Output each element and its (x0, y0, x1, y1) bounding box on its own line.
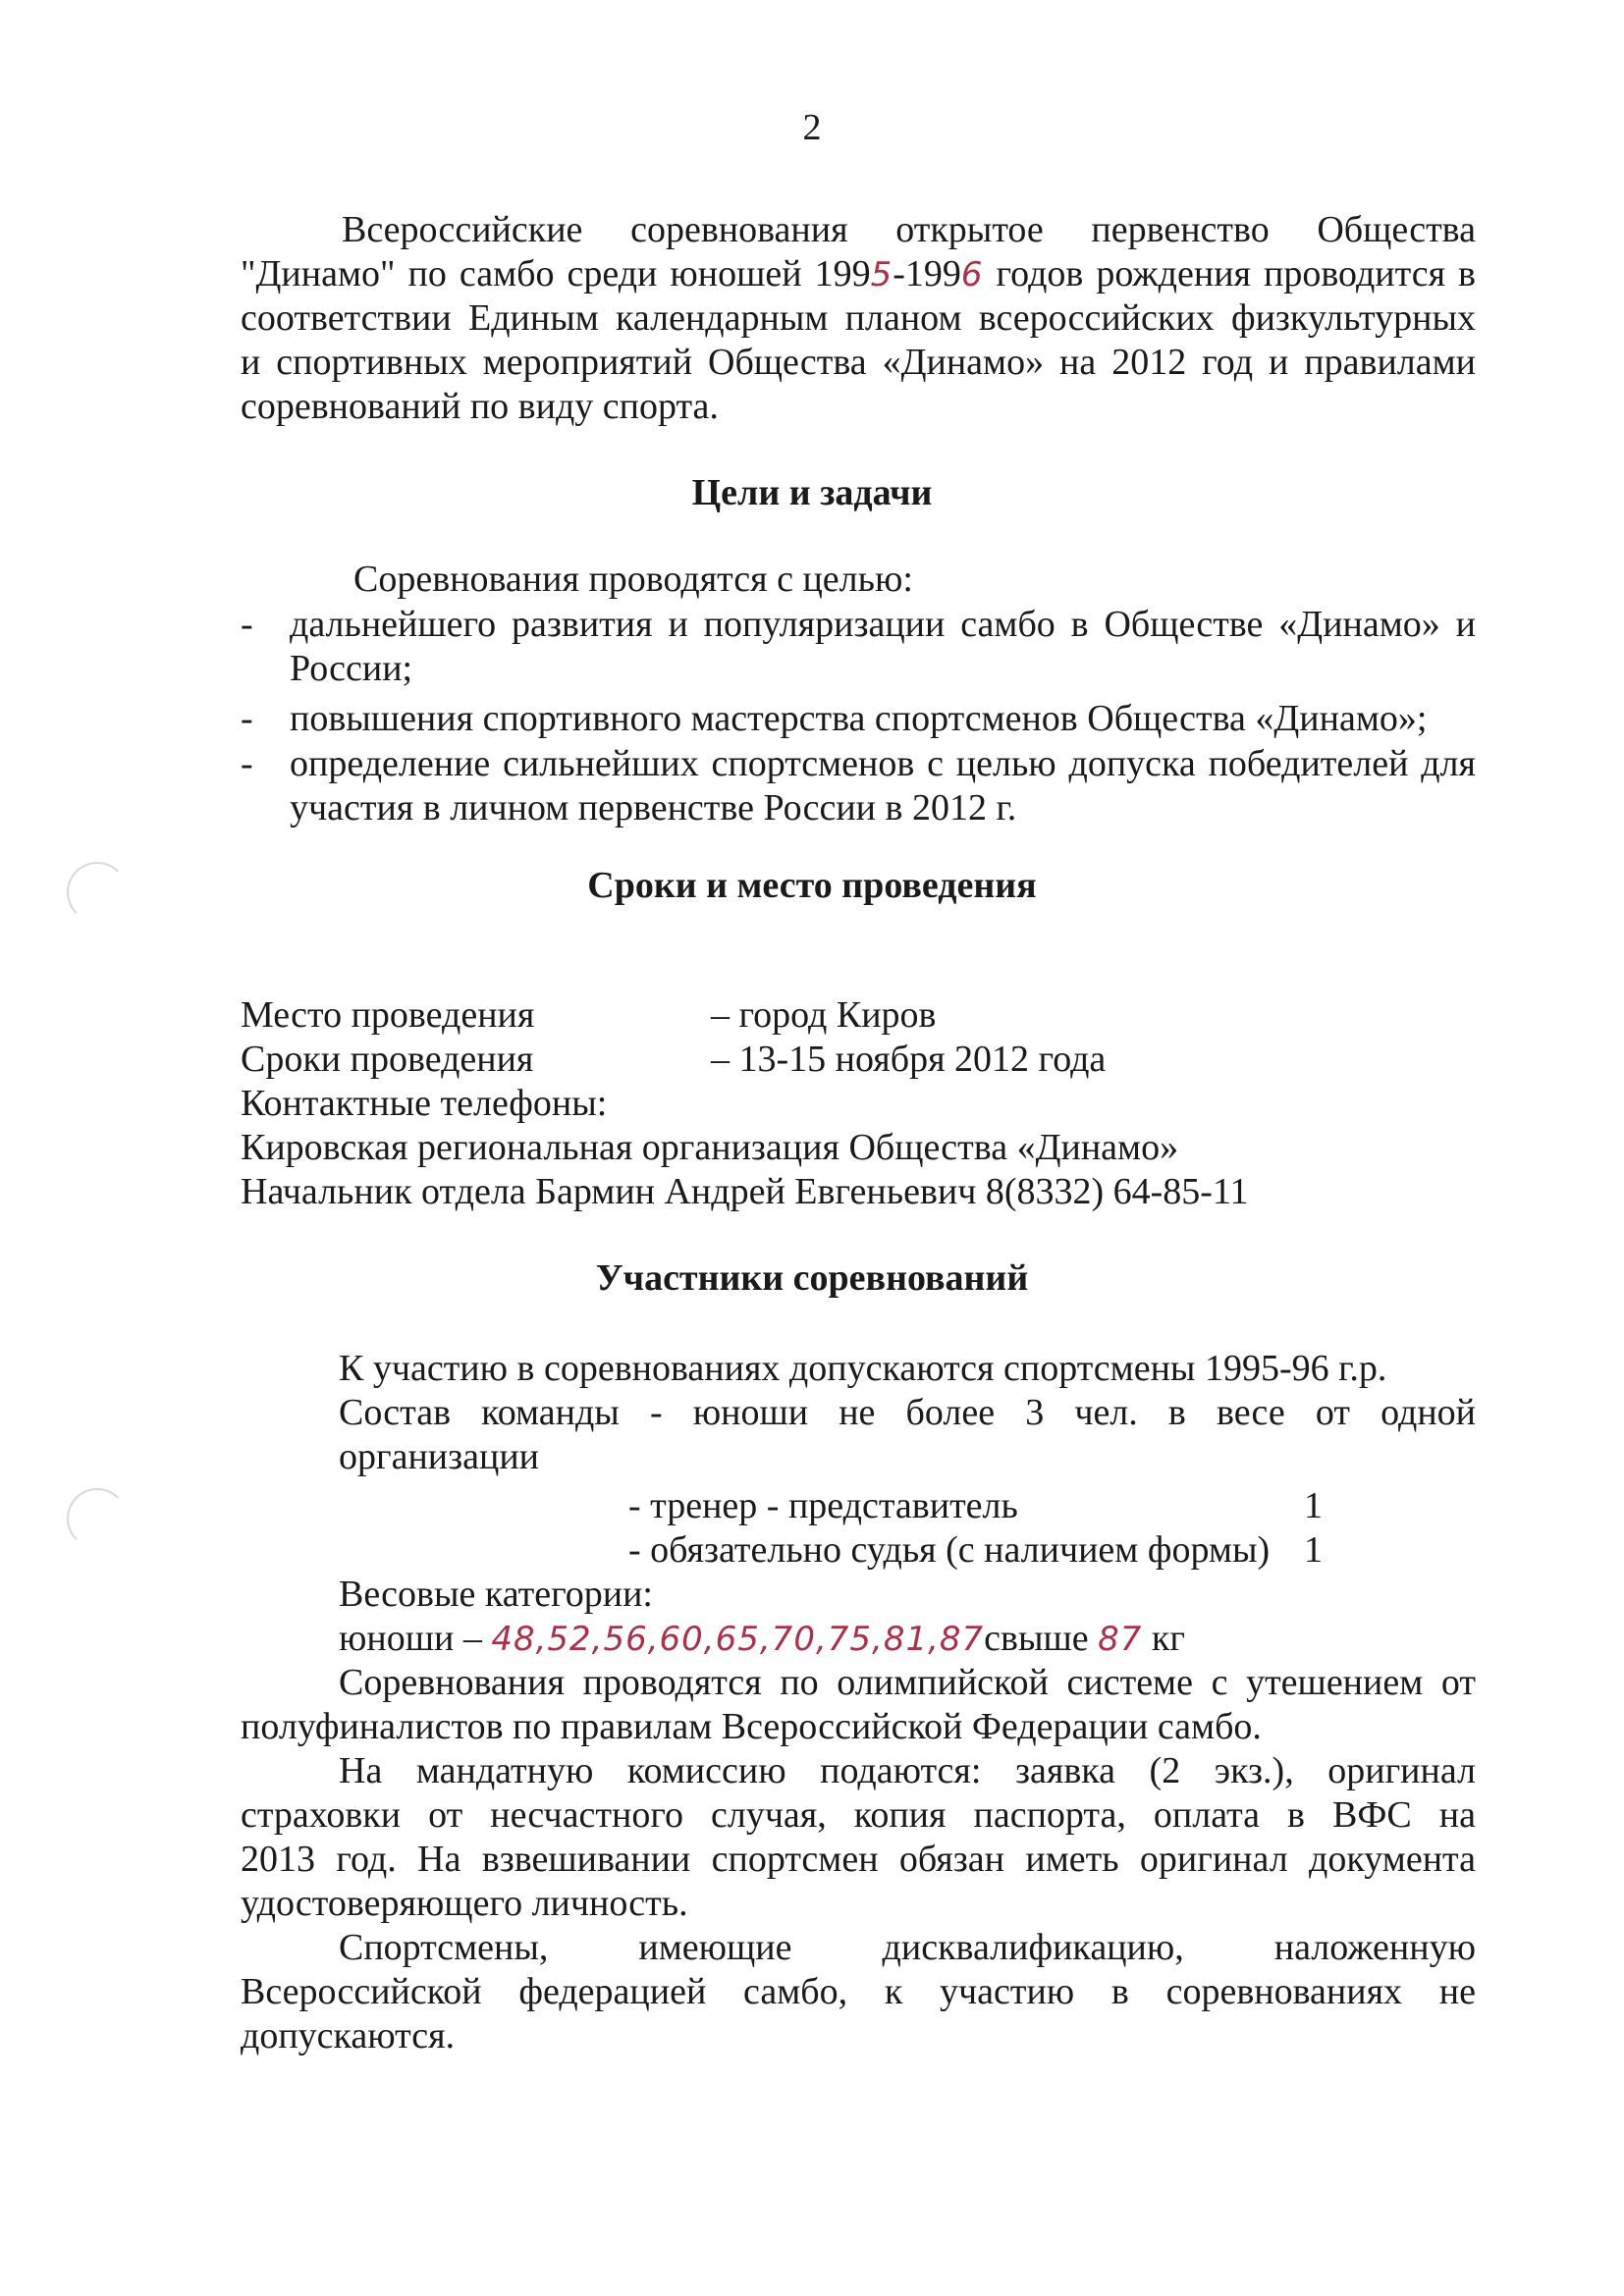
contact-person: Начальник отдела Бармин Андрей Евгеньевич 8(8332) 64-85-11 (241, 1171, 1249, 1212)
judge-line: - обязательно судья (с наличием формы) (628, 1529, 1271, 1571)
team-line-2: организации (339, 1436, 540, 1477)
system-line-2: полуфиналистов по правилам Всероссийской Федерации самбо. (241, 1706, 1262, 1747)
handwritten-weights: 48,52,56,60,65,70,75,81,87 (491, 1620, 985, 1659)
goals-lead: Соревнования проводятся с целью: (353, 559, 913, 600)
punch-hole-bottom (67, 1488, 128, 1549)
handwritten-year-start: 5 (870, 255, 893, 294)
dates-label: Сроки проведения (241, 1039, 534, 1080)
place-label: Место проведения (241, 994, 535, 1036)
team-line: Состав команды - юноши не более 3 чел. в весе от одной (339, 1392, 1476, 1433)
place-value: – город Киров (711, 994, 937, 1036)
phones-label: Контактные телефоны: (241, 1083, 608, 1124)
admitted-line: К участию в соревнованиях допускаются спортсмены 1995-96 г.р. (339, 1348, 1387, 1389)
dq-line-3: допускаются. (241, 2015, 456, 2056)
system-line-1: Соревнования проводятся по олимпийской системе с утешением от (339, 1662, 1476, 1703)
coach-count: 1 (1304, 1485, 1323, 1526)
intro-line-1: Всероссийские соревнования открытое первенство Общества (342, 209, 1476, 250)
weights-line: юноши – 48,52,56,60,65,70,75,81,87свыше 87 кг (339, 1618, 1185, 1659)
organization: Кировская региональная организация Общества «Динамо» (241, 1127, 1179, 1168)
goal-item: - определение сильнейших спортсменов с целью допуска победителей для участия в личном первенстве России в 2012 г. (241, 743, 1476, 828)
dq-line-1: Спортсмены, имеющие дисквалификацию, наложенную (339, 1927, 1476, 1968)
coach-line: - тренер - представитель (628, 1485, 1018, 1526)
goal-item: - повышения спортивного мастерства спортсменов Общества «Динамо»; (241, 698, 1428, 739)
mandate-line-2: страховки от несчастного случая, копия паспорта, оплата в ВФС на (241, 1794, 1476, 1836)
page-number: 2 (802, 107, 822, 148)
handwritten-max-weight: 87 (1098, 1620, 1143, 1659)
judge-count: 1 (1304, 1529, 1323, 1571)
dq-line-2: Всероссийской федерацией самбо, к участию в соревнованиях не (241, 1971, 1476, 2012)
venue-heading: Сроки и место проведения (587, 865, 1037, 906)
mandate-line-3: 2013 год. На взвешивании спортсмен обязан иметь оригинал документа (241, 1839, 1476, 1880)
intro-line-4: и спортивных мероприятий Общества «Динамо» на 2012 год и правилами (241, 342, 1476, 383)
handwritten-year-end: 6 (960, 255, 984, 294)
intro-line-2: "Динамо" по самбо среди юношей 1995-1996 годов рождения проводится в (241, 253, 1477, 294)
intro-line-5: соревнований по виду спорта. (241, 386, 719, 427)
intro-line-3: соответствии Единым календарным планом всероссийских физкультурных (241, 297, 1476, 339)
mandate-line-4: удостоверяющего личность. (241, 1883, 688, 1924)
dates-value: – 13-15 ноября 2012 года (711, 1039, 1107, 1080)
goals-heading: Цели и задачи (691, 472, 933, 513)
participants-heading: Участники соревнований (595, 1257, 1029, 1299)
mandate-line-1: На мандатную комиссию подаются: заявка (2 экз.), оригинал (339, 1750, 1476, 1791)
weight-label: Весовые категории: (339, 1574, 653, 1615)
goal-item: - дальнейшего развития и популяризации самбо в Обществе «Динамо» и России; (241, 604, 1476, 689)
